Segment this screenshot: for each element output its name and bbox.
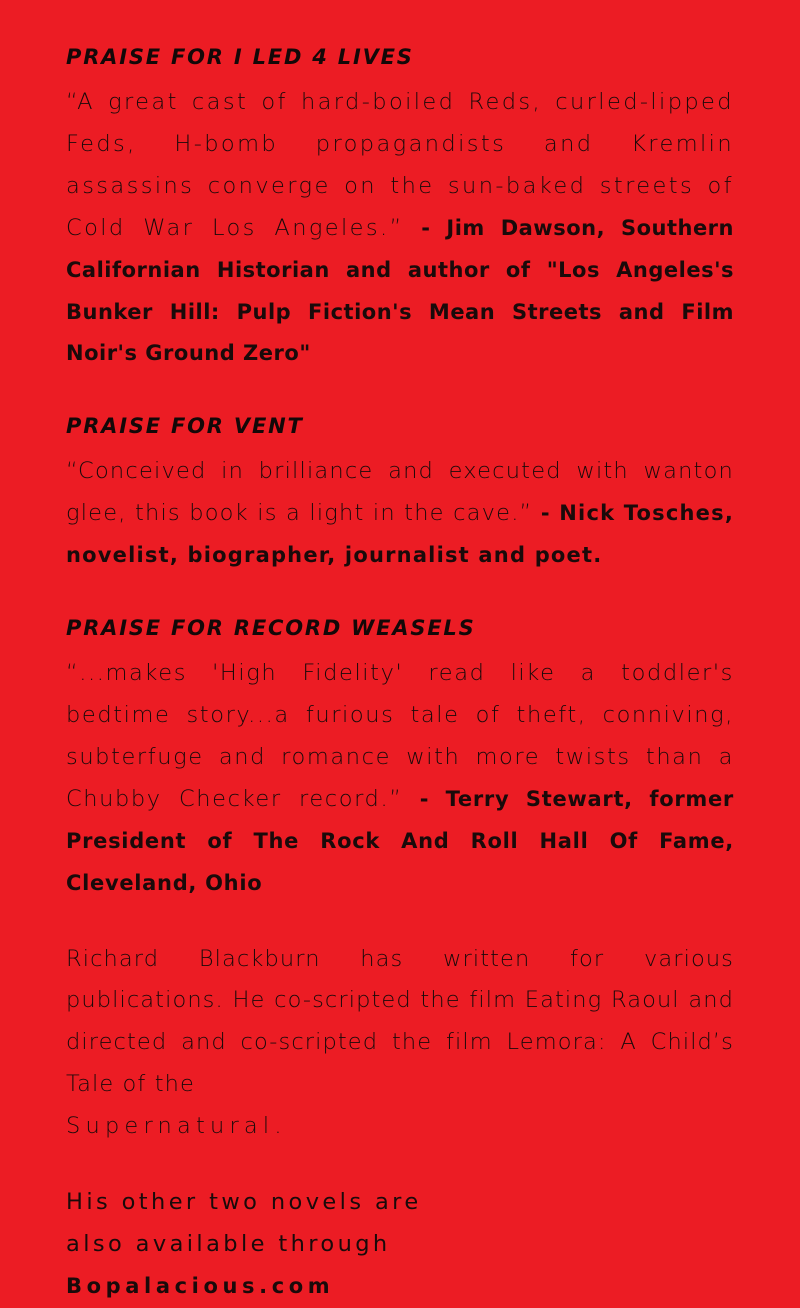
section-heading: PRAISE FOR I LED 4 LIVES (66, 45, 414, 69)
review-quote: “...makes 'High Fidelity' read like a toddler's bedtime story...a furious tale of theft, conniving, subterfuge and romance with more twists than a Chubby Checker record.” (66, 660, 734, 812)
review-quote: “A great cast of hard-boiled Reds, curled-lipped Feds, H-bomb propagandists and Kremlin assassins converge on the sun-baked streets of Cold War Los Angeles.” (66, 89, 734, 241)
review-attribution: - Jim Dawson, Southern Californian Historian and author of "Los Angeles's Bunker Hill: Pulp Fiction's Mean Streets and Film Noir's Ground Zero" (66, 215, 734, 366)
review-paragraph (66, 82, 734, 375)
closing-line: also available through (66, 1230, 391, 1257)
review-paragraph (66, 653, 734, 904)
closing-line: His other two novels are (66, 1189, 422, 1216)
review-paragraph (66, 451, 734, 577)
bio-paragraph (66, 939, 734, 1149)
bio-text: Richard Blackburn has written for various publications. He co-scripted the film Eating Raoul and directed and co-scripted the film Lemora: A Child’s Tale of the (66, 945, 734, 1098)
spacer (66, 905, 734, 939)
spacer (66, 1148, 734, 1182)
review-quote: “Conceived in brilliance and executed with wanton glee, this book is a light in the cave.” (66, 458, 734, 527)
section-heading: PRAISE FOR RECORD WEASELS (66, 616, 476, 641)
section-heading: PRAISE FOR VENT (66, 414, 304, 439)
website-name: Bopalacious.com (66, 1273, 335, 1298)
review-attribution: - Terry Stewart, former President of The Rock And Roll Hall Of Fame, Cleveland, Ohio (66, 786, 734, 895)
praise-section-record-weasels (66, 611, 734, 904)
praise-section-i-led-4-lives (66, 40, 734, 375)
spacer (66, 577, 734, 611)
author-bio (66, 939, 734, 1149)
praise-section-vent (66, 409, 734, 577)
spacer (66, 375, 734, 409)
closing-note (66, 1182, 734, 1308)
review-attribution: - Nick Tosches, novelist, biographer, journalist and poet. (66, 501, 734, 568)
bio-text-end: Supernatural. (66, 1113, 287, 1140)
